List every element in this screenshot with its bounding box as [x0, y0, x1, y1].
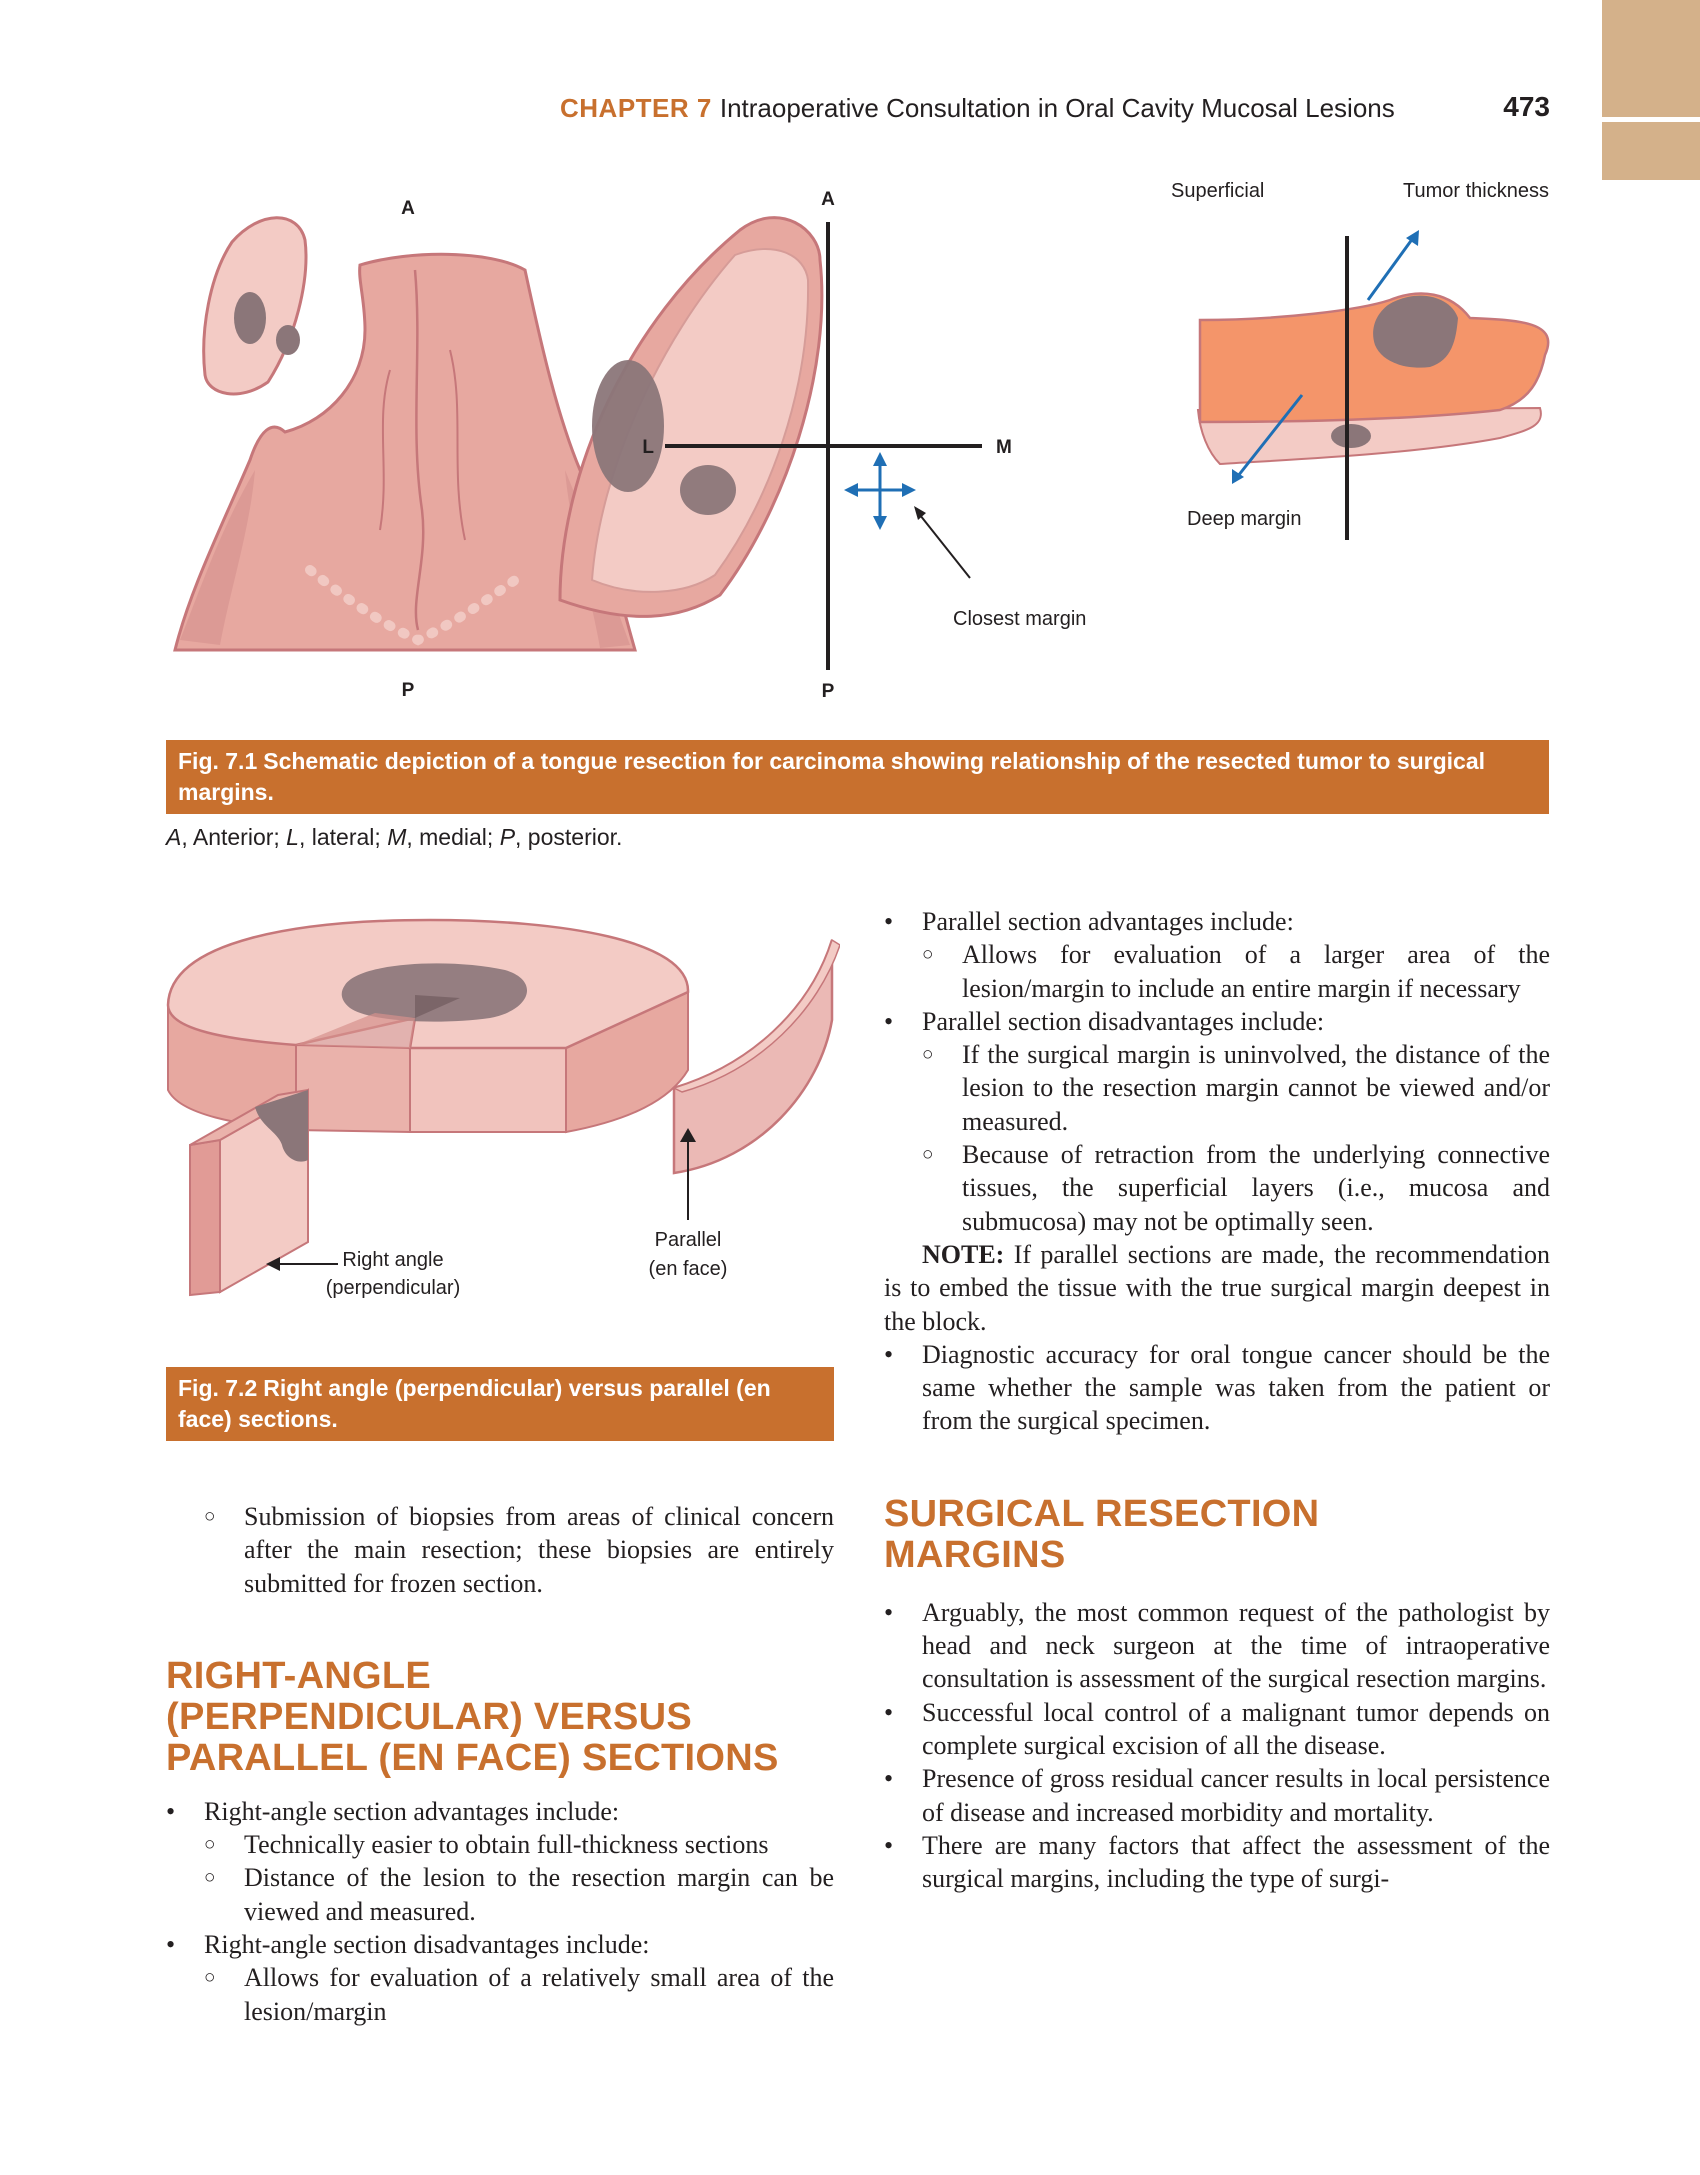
left-column [166, 1500, 834, 2028]
list-item: ○ If the surgical margin is uninvolved, the distance of the lesion to the resection margin cannot be viewed and/or measured. [884, 1038, 1550, 1138]
list-item: • Successful local control of a malignant tumor depends on complete surgical excision of all the disease. [884, 1696, 1550, 1763]
margin-arrows-cross [844, 452, 916, 530]
running-header [560, 93, 1550, 133]
tumor-focus [276, 325, 300, 355]
note-paragraph: NOTE: If parallel sections are made, the recommendation is to embed the tissue with the true surgical margin deepest in the block. [884, 1239, 1550, 1336]
abbr-term: L [286, 824, 299, 850]
parallel-sublabel: (en face) [648, 1258, 728, 1280]
closest-margin-pointer [920, 515, 970, 578]
section-heading-right-angle: RIGHT-ANGLE (PERPENDICULAR) VERSUS PARALLEL (EN FACE) SECTIONS [166, 1654, 779, 1779]
abbr-term: M [387, 824, 407, 850]
parallel-label: Parallel [654, 1229, 722, 1251]
figure-7-2-caption-text: Right angle (perpendicular) versus parallel (en face) sections. [178, 1375, 771, 1432]
figure-7-1-number: Fig. 7.1 [178, 748, 258, 774]
list-item: • Right-angle section disadvantages include: [166, 1928, 834, 1961]
list-item: • Parallel section advantages include: [884, 905, 1550, 938]
tissue-section-panel [1198, 294, 1548, 464]
figure-7-2-illustration [160, 900, 840, 1360]
panel1-label-posterior: P [401, 680, 415, 701]
disc-wall-right [410, 1048, 566, 1132]
panel2-label-posterior: P [821, 681, 835, 702]
superficial-label: Superficial [1171, 180, 1265, 202]
right-angle-label: Right angle [342, 1249, 444, 1271]
disc-wall-front [296, 1045, 410, 1132]
figure-7-2-number: Fig. 7.2 [178, 1375, 258, 1401]
figure-7-1-illustration [160, 170, 1560, 710]
list-item: • Arguably, the most common request of the pathologist by head and neck surgeon at the time of intraoperative consultation is assessment of the surgical resection margins. [884, 1596, 1550, 1696]
figure-7-1-abbreviations: A, Anterior; L, lateral; M, medial; P, posterior. [166, 824, 623, 850]
figure-7-1-caption-text: Schematic depiction of a tongue resection for carcinoma showing relationship of the resected tumor to surgical margins. [178, 748, 1486, 805]
section-heading-surgical-margins: SURGICAL RESECTION MARGINS [884, 1492, 1320, 1576]
list-item: • Parallel section disadvantages include: [884, 1005, 1550, 1038]
deep-margin-label: Deep margin [1187, 508, 1302, 530]
list-item: ○ Technically easier to obtain full-thickness sections [166, 1828, 834, 1861]
list-item: ○ Distance of the lesion to the resection margin can be viewed and measured. [166, 1861, 834, 1928]
list-item: ○ Because of retraction from the underlying connective tissues, the superficial layers (i.e., mucosa and submucosa) may not be optimally seen. [884, 1138, 1550, 1238]
list-item: • Right-angle section advantages include: [166, 1795, 834, 1828]
list-item: • There are many factors that affect the assessment of the surgical margins, including the type of surgi- [884, 1829, 1550, 1896]
parallel-slice [674, 940, 840, 1173]
abbr-term: A [166, 824, 182, 850]
panel2-label-lateral: L [642, 437, 654, 458]
right-column [884, 905, 1550, 1895]
closest-margin-label: Closest margin [953, 608, 1087, 630]
tumor-nodule [680, 465, 736, 515]
tumor [592, 360, 664, 492]
right-angle-sublabel: (perpendicular) [325, 1277, 461, 1299]
figure-7-2-caption [166, 1367, 834, 1441]
page-number: 473 [1503, 91, 1550, 122]
figure-7-1-caption [166, 740, 1549, 814]
list-item: ○ Submission of biopsies from areas of clinical concern after the main resection; these biopsies are entirely submitted for frozen section. [166, 1500, 834, 1600]
list-item: • Presence of gross residual cancer results in local persistence of disease and increased morbidity and mortality. [884, 1762, 1550, 1829]
tumor-top [342, 963, 527, 1021]
deep-tumor-focus [1331, 424, 1371, 448]
disc-specimen [168, 920, 688, 1132]
chapter-label: CHAPTER 7 [560, 93, 712, 123]
thumb-tab-upper [1602, 0, 1700, 117]
panel2-label-anterior: A [821, 189, 835, 210]
tumor-thickness-label: Tumor thickness [1403, 180, 1549, 202]
note-label: NOTE: [922, 1239, 1005, 1269]
tumor-thickness-arrow [1368, 230, 1419, 300]
panel1-label-anterior: A [401, 198, 415, 219]
slab-upper-layer [1200, 294, 1548, 422]
list-item: • Diagnostic accuracy for oral tongue cancer should be the same whether the sample was taken from the patient or from the surgical specimen. [884, 1338, 1550, 1438]
panel2-label-medial: M [996, 437, 1012, 458]
abbr-term: P [499, 824, 516, 850]
chapter-title: Intraoperative Consultation in Oral Cavity Mucosal Lesions [719, 93, 1395, 123]
specimen-panel [560, 218, 822, 617]
tumor-focus [234, 292, 266, 344]
thumb-tab-lower [1602, 122, 1700, 180]
list-item: ○ Allows for evaluation of a relatively small area of the lesion/margin [166, 1961, 834, 2028]
list-item: ○ Allows for evaluation of a larger area of the lesion/margin to include an entire margin if necessary [884, 938, 1550, 1005]
closest-margin-arrowhead [914, 506, 926, 520]
